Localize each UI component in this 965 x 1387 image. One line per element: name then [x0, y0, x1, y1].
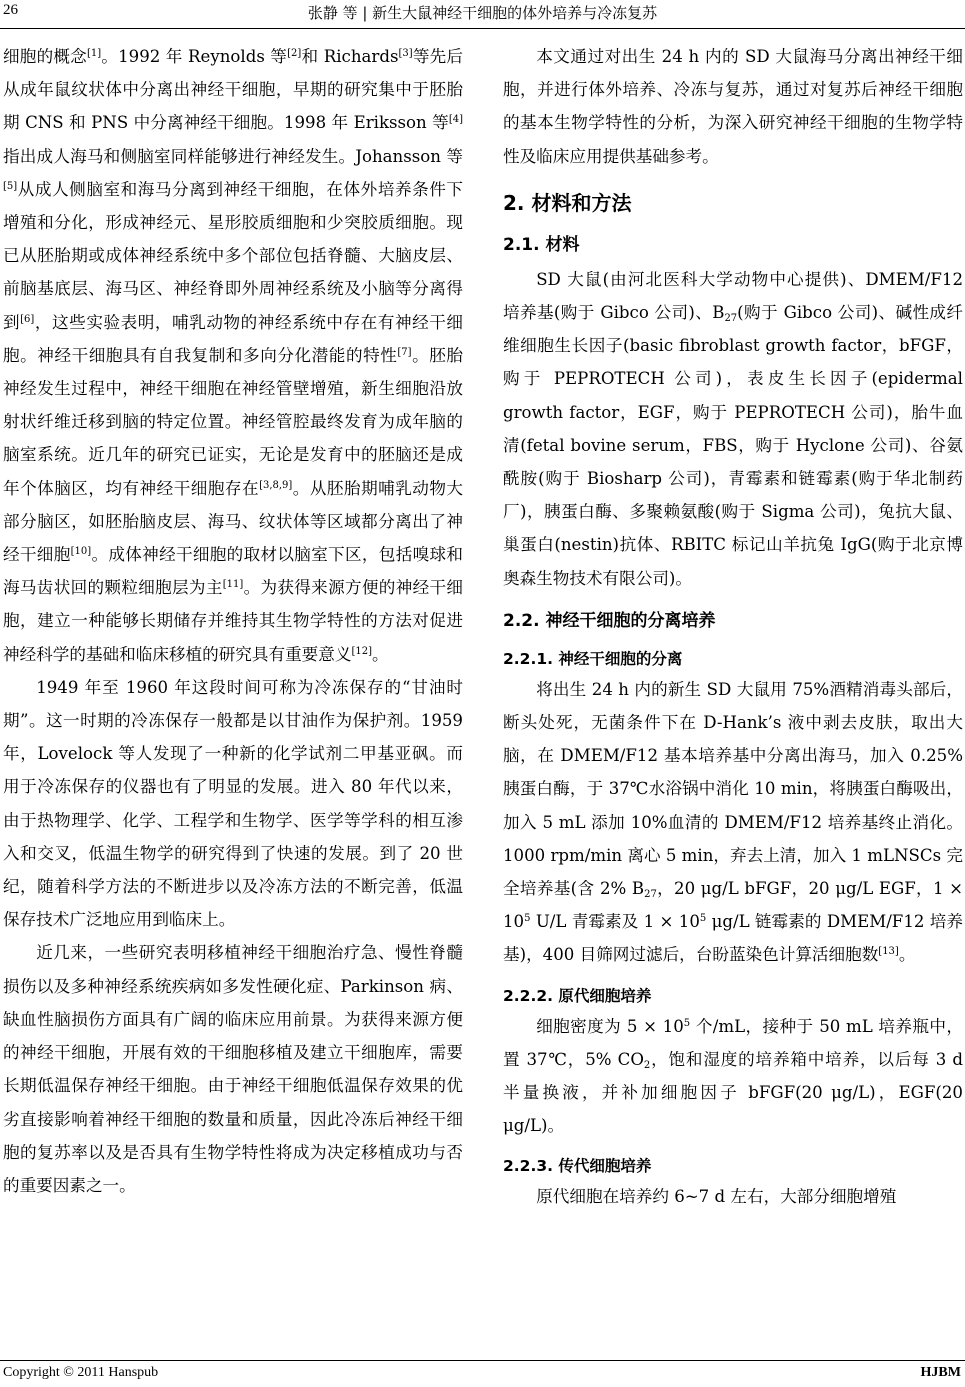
- text-run: 个/mL，接种于 50 mL 培养瓶中，置 37℃，5% CO: [503, 1016, 963, 1069]
- paragraph: [503, 40, 963, 173]
- subscript: 2: [643, 1059, 651, 1071]
- text-run: 。: [372, 644, 389, 664]
- journal-abbreviation: HJBM: [920, 1365, 961, 1380]
- superscript: [2]: [287, 48, 302, 59]
- text-run: 。为获得来源方便的神经干细胞，建立一种能够长期储存并维持其生物学特性的方法对促进神经科学的基础和临床移植的研究具有重要意义: [3, 578, 463, 664]
- superscript: 5: [699, 913, 707, 925]
- text-run: 从成人侧脑室和海马分离到神经干细胞，在体外培养条件下增殖和分化，形成神经元、星形胶质细胞和少突胶质细胞。现已从胚胎期或成体神经系统中多个部位包括脊髓、大脑皮层、前脑基底层、海马区、神经脊即外周神经系统及小脑等分离得到: [3, 179, 463, 332]
- subscript: 27: [644, 889, 657, 901]
- text-run: (购于 Gibco 公司)、碱性成纤维细胞生长因子(basic fibroblast growth factor，bFGF，购于 PEPROTECH 公司)，表皮生长因子(epidermal growth factor，EGF，购于 PEPROTECH 公司)，胎牛血清(fetal bovine serum，FBS，购于 Hyclone 公司)、谷氨酰胺(购于 Biosharp 公司)，青霉素和链霉素(购于华北制药厂)，胰蛋白酶、多聚赖氨酸(购于 Sigma 公司)，兔抗大鼠、巢蛋白(nestin)抗体、RBITC 标记山羊抗兔 IgG(购于北京博奥森生物技术有限公司)。: [503, 303, 963, 588]
- text-run: 。从胚胎期哺乳动物大部分脑区，如胚胎脑皮层、海马、纹状体等区域都分离出了神经干细胞: [3, 478, 464, 565]
- text-run: 等先后从成年鼠纹状体中分离出神经干细胞，早期的研究集中于胚胎期 CNS 和 PNS 中分离神经干细胞。1998 年 Eriksson 等: [3, 47, 464, 133]
- subscript: 27: [724, 313, 738, 325]
- subsubsection-heading: 2.2.2. 原代细胞培养: [503, 986, 652, 1005]
- paragraph: [503, 673, 963, 972]
- text-run: 和 Richards: [301, 47, 399, 66]
- subsection-heading: 2.2. 神经干细胞的分离培养: [503, 610, 716, 631]
- text-run: ，这些实验表明，哺乳动物的神经系统中存在有神经干细胞。神经干细胞具有自我复制和多向分化潜能的特性: [3, 312, 464, 365]
- text-run: 。: [898, 945, 916, 965]
- text-run: 原代细胞在培养约 6~7 d 左右，大部分细胞增殖: [536, 1187, 897, 1207]
- page-number: 26: [3, 2, 18, 18]
- subsubsection-heading: 2.2.3. 传代细胞培养: [503, 1157, 652, 1176]
- superscript: [13]: [878, 946, 899, 958]
- text-run: μg/L 链霉素的 DMEM/F12 培养基)，400 目筛网过滤后，台盼蓝染色计算活细胞数: [503, 912, 963, 965]
- paragraph: [503, 1180, 963, 1213]
- paragraph: [3, 671, 463, 937]
- copyright-notice: Copyright © 2011 Hanspub: [3, 1365, 159, 1380]
- superscript: [12]: [351, 645, 372, 657]
- superscript: [1]: [86, 48, 102, 59]
- text-run: 细胞的概念: [3, 47, 87, 66]
- text-run: U/L 青霉素及 1 × 10: [530, 912, 700, 932]
- superscript: 5: [683, 1017, 691, 1029]
- superscript: [10]: [70, 546, 92, 558]
- paragraph: [503, 263, 963, 595]
- superscript: [4]: [448, 114, 463, 126]
- section-heading: 2. 材料和方法: [503, 190, 632, 215]
- page-footer: [0, 1360, 965, 1387]
- superscript: [5]: [3, 180, 18, 192]
- right-column: [503, 40, 963, 1214]
- superscript: [3]: [398, 48, 413, 59]
- text-run: 。胚胎神经发生过程中，神经干细胞在神经管壁增殖，新生细胞沿放射状纤维迁移到脑的特定位置。神经管腔最终发育为成年脑的脑室系统。近几年的研究已证实，无论是发育中的胚脑还是成年个体脑区，均有神经干细胞存在: [3, 345, 464, 498]
- text-run: 。1992 年 Reynolds 等: [101, 47, 288, 66]
- superscript: [11]: [222, 579, 244, 591]
- text-run: 1949 年至 1960 年这段时间可称为冷冻保存的“甘油时期”。这一时期的冷冻保存一般都是以甘油作为保护剂。1959 年，Lovelock 等人发现了一种新的化学试剂二甲基亚砜。而用于冷冻保存的仪器也有了明显的发展。进入 80 年代以来，由于热物理学、化学、工程学和生物学、医学等学科的相互渗入和交叉，低温生物学的研究得到了快速的发展。到了 20 世纪，随着科学方法的不断进步以及冷冻方法的不断完善，低温保存技术广泛地应用到临床上。: [3, 677, 463, 930]
- superscript: [7]: [397, 346, 412, 358]
- text-run: 本文通过对出生 24 h 内的 SD 大鼠海马分离出神经干细胞，并进行体外培养、冷冻与复苏，通过对复苏后神经干细胞的基本生物学特性的分析，为深入研究神经干细胞的生物学特性及临床应用提供基础参考。: [503, 47, 963, 166]
- text-run: 将出生 24 h 内的新生 SD 大鼠用 75%酒精消毒头部后，断头处死，无菌条件下在 D-Hank’s 液中剥去皮肤，取出大脑，在 DMEM/F12 基本培养基中分离出海马，加入 0.25%胰蛋白酶，于 37℃水浴锅中消化 10 min，将胰蛋白酶吸出，加入 5 mL 添加 10%血清的 DMEM/F12 培养基终止消化。1000 rpm/min 离心 5 min，弃去上清，加入 1 mLNSCs 完全培养基(含 2% B: [503, 679, 963, 899]
- superscript: [6]: [20, 313, 35, 325]
- text-run: ，饱和湿度的培养箱中培养，以后每 3 d 半量换液，并补加细胞因子 bFGF(20 μg/L)，EGF(20 μg/L)。: [503, 1049, 963, 1136]
- superscript: 5: [524, 913, 531, 925]
- subsubsection-heading: 2.2.1. 神经干细胞的分离: [503, 649, 683, 668]
- text-run: SD 大鼠(由河北医科大学动物中心提供)、DMEM/F12 培养基(购于 Gibco 公司)、B: [503, 269, 963, 323]
- subsection-heading: 2.1. 材料: [503, 234, 580, 255]
- superscript: [3,8,9]: [259, 479, 293, 491]
- running-title: 张静 等 | 新生大鼠神经干细胞的体外培养与冷冻复苏: [307, 4, 658, 22]
- paragraph: [3, 40, 463, 671]
- text-run: 指出成人海马和侧脑室同样能够进行神经发生。Johansson 等: [3, 146, 463, 166]
- text-run: 细胞密度为 5 × 10: [536, 1016, 684, 1036]
- left-column: [3, 40, 463, 1202]
- text-run: 。成体神经干细胞的取材以脑室下区，包括嗅球和海马齿状回的颗粒细胞层为主: [3, 545, 464, 598]
- paragraph: [3, 936, 463, 1202]
- text-run: ，20 μg/L bFGF，20 μg/L EGF，1 × 10: [503, 879, 963, 932]
- text-run: 近几来，一些研究表明移植神经干细胞治疗急、慢性脊髓损伤以及多种神经系统疾病如多发性硬化症、Parkinson 病、缺血性脑损伤方面具有广阔的临床应用前景。为获得来源方便的神经干细胞，开展有效的干细胞移植及建立干细胞库，需要长期低温保存神经干细胞。由于神经干细胞低温保存效果的优劣直接影响着神经干细胞的数量和质量，因此冷冻后神经干细胞的复苏率以及是否具有生物学特性将成为决定移植成功与否的重要因素之一。: [3, 943, 463, 1195]
- paragraph: [503, 1010, 963, 1143]
- page-header: [0, 0, 965, 29]
